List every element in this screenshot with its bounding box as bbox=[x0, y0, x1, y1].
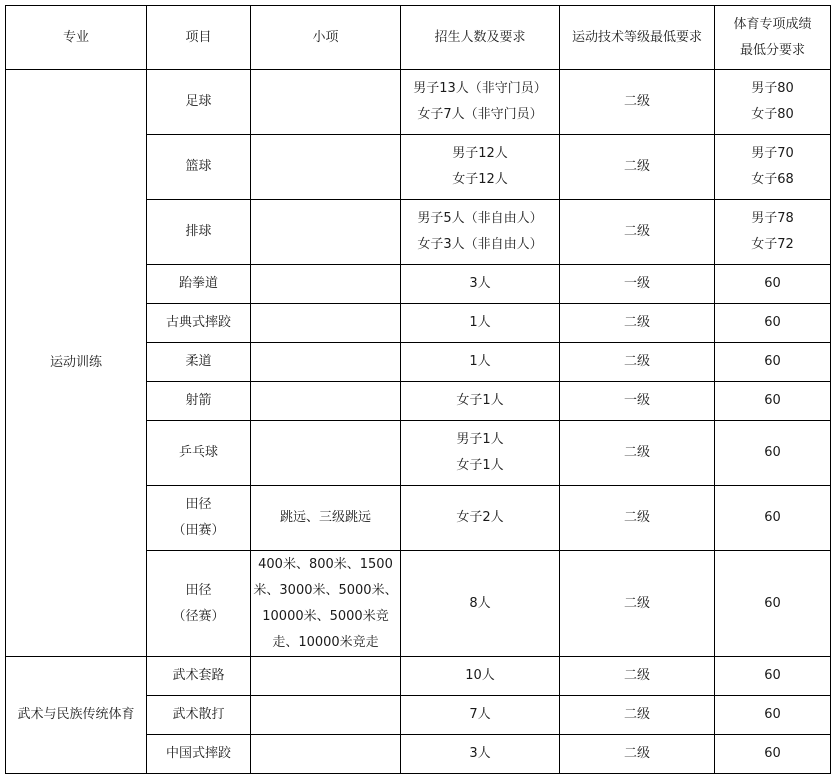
project-cell bbox=[147, 735, 251, 774]
level-cell: 二级 bbox=[560, 657, 715, 696]
quota-cell-line: 1人 bbox=[469, 354, 491, 369]
quota-cell-line: 8人 bbox=[469, 595, 491, 611]
level-cell: 二级 bbox=[560, 135, 715, 200]
level-cell: 二级 bbox=[560, 421, 715, 486]
score-cell-line: 60 bbox=[764, 746, 781, 761]
project-cell bbox=[147, 304, 251, 343]
project-cell-line: 足球 bbox=[185, 94, 212, 109]
level-cell: 二级 bbox=[560, 200, 715, 265]
table-body bbox=[6, 6, 831, 774]
quota-cell bbox=[401, 421, 560, 486]
sub-item-cell bbox=[251, 421, 401, 486]
table-row bbox=[6, 657, 831, 696]
sub-item-cell bbox=[251, 657, 401, 696]
sub-item-cell bbox=[251, 696, 401, 735]
header-project: 项目 bbox=[147, 6, 251, 70]
score-cell bbox=[715, 70, 831, 135]
quota-cell bbox=[401, 696, 560, 735]
quota-cell-line: 女子1人 bbox=[456, 458, 504, 473]
project-cell bbox=[147, 421, 251, 486]
project-cell bbox=[147, 486, 251, 551]
project-cell-line: 古典式摔跤 bbox=[165, 315, 231, 330]
quota-cell bbox=[401, 265, 560, 304]
level-cell: 二级 bbox=[560, 304, 715, 343]
score-cell bbox=[715, 304, 831, 343]
header-score bbox=[715, 6, 831, 70]
quota-cell bbox=[401, 343, 560, 382]
quota-cell bbox=[401, 551, 560, 657]
score-cell-line: 男子80 bbox=[751, 81, 794, 96]
score-cell-line: 男子78 bbox=[751, 211, 794, 226]
score-cell-line: 60 bbox=[764, 276, 781, 291]
quota-cell-line: 女子3人（非自由人） bbox=[417, 237, 543, 252]
project-cell-line: 射箭 bbox=[185, 393, 212, 408]
project-cell bbox=[147, 551, 251, 657]
header-quota: 招生人数及要求 bbox=[401, 6, 560, 70]
enrollment-table bbox=[5, 5, 831, 774]
quota-cell-line: 女子12人 bbox=[452, 172, 508, 187]
score-cell bbox=[715, 735, 831, 774]
score-cell bbox=[715, 551, 831, 657]
score-cell-line: 女子72 bbox=[751, 237, 794, 252]
score-cell-line: 女子80 bbox=[751, 107, 794, 122]
project-cell-line: 中国式摔跤 bbox=[165, 746, 231, 761]
project-cell bbox=[147, 696, 251, 735]
level-cell: 二级 bbox=[560, 735, 715, 774]
quota-cell bbox=[401, 382, 560, 421]
score-cell-line: 60 bbox=[764, 354, 781, 369]
score-cell bbox=[715, 382, 831, 421]
score-cell-line: 60 bbox=[764, 510, 781, 525]
score-cell-line: 60 bbox=[764, 707, 781, 722]
sub-item-cell bbox=[251, 343, 401, 382]
score-cell-line: 60 bbox=[764, 445, 781, 460]
quota-cell-line: 1人 bbox=[469, 315, 491, 330]
header-row bbox=[6, 6, 831, 70]
sub-item-cell bbox=[251, 200, 401, 265]
score-cell-line: 60 bbox=[764, 393, 781, 408]
project-cell-line: 排球 bbox=[185, 224, 212, 239]
project-cell bbox=[147, 265, 251, 304]
quota-cell bbox=[401, 70, 560, 135]
level-cell: 一级 bbox=[560, 265, 715, 304]
sub-item-cell: 跳远、三级跳远 bbox=[251, 486, 401, 551]
quota-cell-line: 女子7人（非守门员） bbox=[417, 107, 543, 122]
project-cell-line: 乒乓球 bbox=[178, 445, 218, 460]
project-cell bbox=[147, 70, 251, 135]
quota-cell bbox=[401, 135, 560, 200]
level-cell: 二级 bbox=[560, 551, 715, 657]
score-cell bbox=[715, 696, 831, 735]
score-cell-line: 60 bbox=[764, 595, 781, 611]
level-cell: 二级 bbox=[560, 696, 715, 735]
level-cell: 二级 bbox=[560, 70, 715, 135]
table-row bbox=[6, 70, 831, 135]
score-cell bbox=[715, 200, 831, 265]
project-cell-line: 篮球 bbox=[185, 159, 212, 174]
project-cell-line: 柔道 bbox=[185, 354, 212, 369]
project-cell-line: （田赛） bbox=[172, 523, 225, 538]
quota-cell bbox=[401, 657, 560, 696]
sub-item-cell bbox=[251, 735, 401, 774]
quota-cell bbox=[401, 735, 560, 774]
score-cell bbox=[715, 657, 831, 696]
quota-cell-line: 女子1人 bbox=[456, 393, 504, 408]
score-cell-line: 60 bbox=[764, 315, 781, 330]
quota-cell-line: 男子12人 bbox=[452, 146, 508, 161]
project-cell bbox=[147, 382, 251, 421]
level-cell: 二级 bbox=[560, 343, 715, 382]
score-cell bbox=[715, 135, 831, 200]
score-cell bbox=[715, 421, 831, 486]
score-cell-line: 男子70 bbox=[751, 146, 794, 161]
header-score-line1: 体育专项成绩 bbox=[733, 16, 812, 32]
quota-cell-line: 男子1人 bbox=[456, 432, 504, 447]
header-level: 运动技术等级最低要求 bbox=[560, 6, 715, 70]
project-cell-line: 跆拳道 bbox=[178, 276, 218, 291]
project-cell bbox=[147, 343, 251, 382]
project-cell bbox=[147, 657, 251, 696]
quota-cell bbox=[401, 486, 560, 551]
sub-item-cell bbox=[251, 265, 401, 304]
quota-cell bbox=[401, 200, 560, 265]
quota-cell-line: 3人 bbox=[469, 746, 491, 761]
header-sub: 小项 bbox=[251, 6, 401, 70]
sub-item-cell: 400米、800米、1500米、3000米、5000米、10000米、5000米竞走、10000米竞走 bbox=[251, 551, 401, 657]
project-cell-line: 田径 bbox=[185, 497, 212, 512]
sub-item-cell bbox=[251, 382, 401, 421]
level-cell: 二级 bbox=[560, 486, 715, 551]
quota-cell bbox=[401, 304, 560, 343]
score-cell-line: 60 bbox=[764, 668, 781, 683]
quota-cell-line: 10人 bbox=[465, 668, 495, 683]
project-cell-line: （径赛） bbox=[172, 608, 225, 624]
header-score-line2: 最低分要求 bbox=[739, 42, 805, 58]
score-cell bbox=[715, 265, 831, 304]
project-cell-line: 武术套路 bbox=[172, 668, 225, 683]
quota-cell-line: 7人 bbox=[469, 707, 491, 722]
quota-cell-line: 3人 bbox=[469, 276, 491, 291]
quota-cell-line: 男子13人（非守门员） bbox=[413, 81, 547, 96]
level-cell: 一级 bbox=[560, 382, 715, 421]
project-cell-line: 武术散打 bbox=[172, 707, 225, 722]
quota-cell-line: 女子2人 bbox=[456, 510, 504, 525]
sub-item-cell bbox=[251, 304, 401, 343]
score-cell bbox=[715, 486, 831, 551]
score-cell-line: 女子68 bbox=[751, 172, 794, 187]
major-cell: 运动训练 bbox=[6, 70, 147, 657]
sub-item-cell bbox=[251, 135, 401, 200]
major-cell: 武术与民族传统体育 bbox=[6, 657, 147, 774]
quota-cell-line: 男子5人（非自由人） bbox=[417, 211, 543, 226]
header-major: 专业 bbox=[6, 6, 147, 70]
project-cell-line: 田径 bbox=[185, 582, 212, 598]
project-cell bbox=[147, 135, 251, 200]
sub-item-cell bbox=[251, 70, 401, 135]
project-cell bbox=[147, 200, 251, 265]
score-cell bbox=[715, 343, 831, 382]
